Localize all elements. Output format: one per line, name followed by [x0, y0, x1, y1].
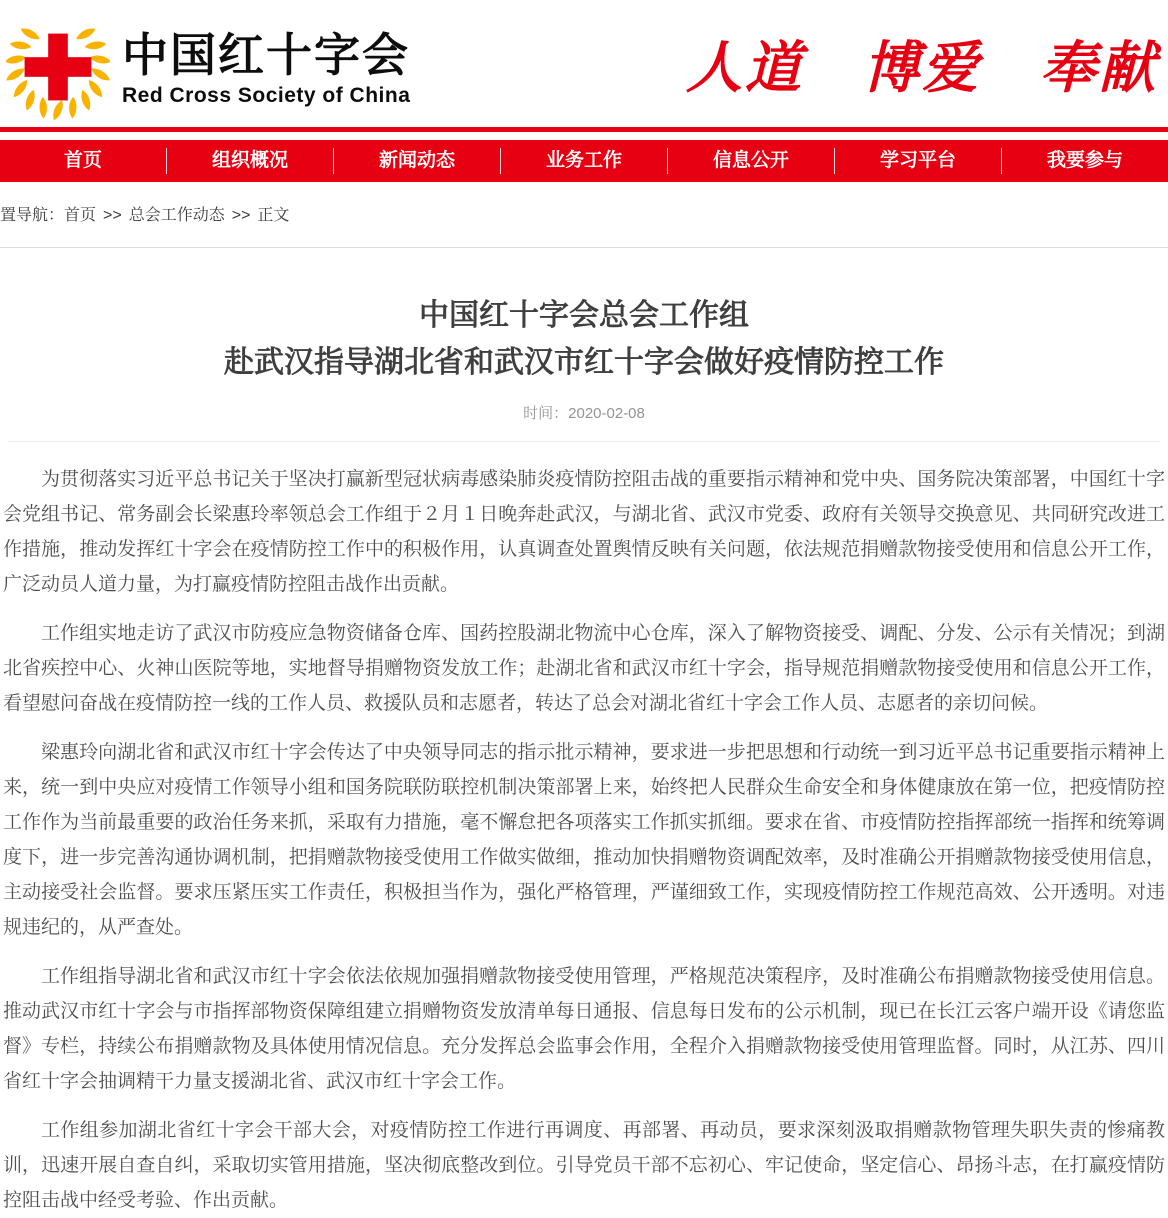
nav-item-participate[interactable]: 我要参与 — [1046, 150, 1123, 171]
breadcrumb-current: 正文 — [257, 207, 290, 224]
article-content — [0, 247, 1168, 1218]
site-header — [0, 0, 1168, 127]
logo-title-cn: 中国红十字会 — [122, 29, 410, 82]
nav-item-learning-platform[interactable]: 学习平台 — [879, 150, 956, 171]
logo-title-en: Red Cross Society of China — [122, 83, 411, 107]
article-paragraph: 为贯彻落实习近平总书记关于坚决打赢新型冠状病毒感染肺炎疫情防控阻击战的重要指示精神和党中央、国务院决策部署，中国红十字会党组书记、常务副会长梁惠玲率领总会工作组于２月１日晚奔赴武汉，与湖北省、武汉市党委、政府有关领导交换意见、共同研究改进工作措施，推动发挥红十字会在疫情防控工作中的积极作用，认真调查处置舆情反映有关问题，依法规范捐赠款物接受使用和信息公开工作，广泛动员人道力量，为打赢疫情防控阻击战作出贡献。 — [3, 469, 1165, 595]
article-time-label: 时间： — [523, 405, 569, 422]
breadcrumb-home-link[interactable]: 首页 — [64, 207, 97, 224]
article-paragraph: 梁惠玲向湖北省和武汉市红十字会传达了中央领导同志的指示批示精神，要求进一步把思想和行动统一到习近平总书记重要指示精神上来，统一到中央应对疫情工作领导小组和国务院联防联控机制决策部署上来，始终把人民群众生命安全和身体健康放在第一位，把疫情防控工作作为当前最重要的政治任务来抓，采取有力措施，毫不懈怠把各项落实工作抓实抓细。要求在省、市疫情防控指挥部统一指挥和统筹调度下，进一步完善沟通协调机制，把捐赠款物接受使用工作做实做细，推动加快捐赠物资调配效率，及时准确公开捐赠款物接受使用信息，主动接受社会监督。要求压紧压实工作责任，积极担当作为，强化严格管理，严谨细致工作，实现疫情防控工作规范高效、公开透明。对违规违纪的，从严查处。 — [3, 742, 1165, 938]
nav-item-business[interactable]: 业务工作 — [545, 150, 622, 171]
breadcrumb-separator: >> — [231, 207, 251, 224]
main-nav — [0, 140, 1168, 182]
slogan-calligraphy: 人道 博爱 奉献 — [686, 38, 1158, 100]
logo-text — [122, 31, 410, 108]
nav-item-home[interactable]: 首页 — [63, 150, 102, 171]
breadcrumb-separator: >> — [103, 207, 122, 224]
article-meta — [0, 402, 1168, 423]
article-body — [0, 442, 1168, 1218]
red-cross-emblem-icon — [6, 10, 110, 129]
breadcrumb — [0, 182, 1168, 247]
article-time-value: 2020-02-08 — [568, 405, 645, 422]
breadcrumb-prefix: 置导航： — [0, 207, 65, 224]
article-title-line2: 赴武汉指导湖北省和武汉市红十字会做好疫情防控工作 — [224, 346, 944, 379]
article-title — [0, 292, 1168, 386]
article-paragraph: 工作组实地走访了武汉市防疫应急物资储备仓库、国药控股湖北物流中心仓库，深入了解物资接受、调配、分发、公示有关情况；到湖北省疾控中心、火神山医院等地，实地督导捐赠物资发放工作；赴湖北省和武汉市红十字会，指导规范捐赠款物接受使用和信息公开工作，看望慰问奋战在疫情防控一线的工作人员、救援队员和志愿者，转达了总会对湖北省红十字会工作人员、志愿者的亲切问候。 — [3, 623, 1165, 714]
nav-item-news[interactable]: 新闻动态 — [378, 150, 455, 171]
nav-item-organization[interactable]: 组织概况 — [211, 150, 288, 171]
nav-item-info-disclosure[interactable]: 信息公开 — [712, 150, 789, 171]
article-paragraph: 工作组指导湖北省和武汉市红十字会依法依规加强捐赠款物接受使用管理，严格规范决策程序，及时准确公布捐赠款物接受使用信息。推动武汉市红十字会与市指挥部物资保障组建立捐赠物资发放清单每日通报、信息每日发布的公示机制，现已在长江云客户端开设《请您监督》专栏，持续公布捐赠款物及具体使用情况信息。充分发挥总会监事会作用，全程介入捐赠款物接受使用管理监督。同时，从江苏、四川省红十字会抽调精干力量支援湖北省、武汉市红十字会工作。 — [3, 966, 1165, 1092]
article-paragraph: 工作组参加湖北省红十字会干部大会，对疫情防控工作进行再调度、再部署、再动员，要求深刻汲取捐赠款物管理失职失责的惨痛教训，迅速开展自查自纠，采取切实管用措施，坚决彻底整改到位。引导党员干部不忘初心、牢记使命，坚定信心、昂扬斗志，在打赢疫情防控阻击战中经受考验、作出贡献。 — [3, 1120, 1165, 1211]
breadcrumb-section-link[interactable]: 总会工作动态 — [128, 207, 225, 224]
article-title-line1: 中国红十字会总会工作组 — [419, 299, 749, 332]
